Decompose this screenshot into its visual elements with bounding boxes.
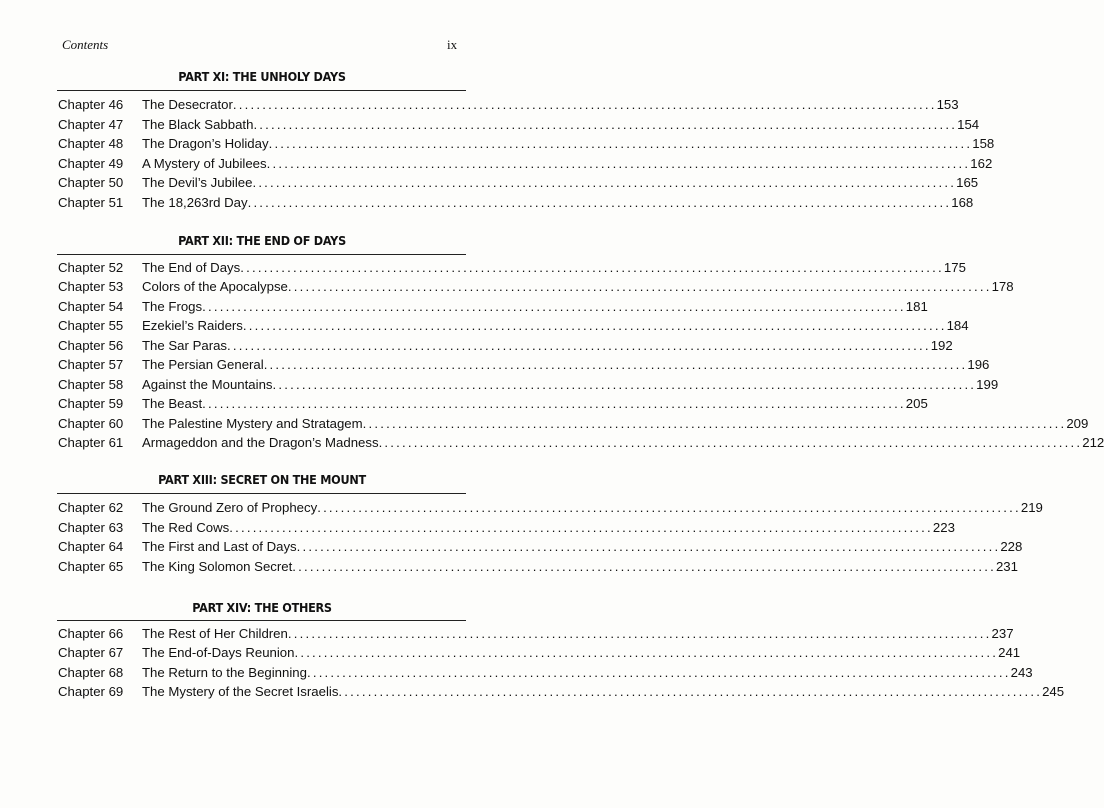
toc-entry [58, 193, 974, 212]
page-number: 241 [998, 645, 1021, 661]
chapter-number: Chapter 49 [58, 155, 124, 171]
chapter-title-line [142, 414, 1089, 433]
chapter-title-line [142, 498, 1043, 517]
part-divider [57, 620, 466, 621]
dot-leader: ........................................................................................................................ [272, 376, 977, 392]
chapter-title: The King Solomon Secret [142, 558, 293, 574]
chapter-title-line [142, 173, 979, 192]
toc-entry [58, 537, 1023, 556]
dot-leader: ........................................................................................................................ [266, 155, 971, 171]
toc-entry [58, 682, 1065, 701]
chapter-number: Chapter 63 [58, 519, 124, 535]
chapter-title-line [142, 115, 980, 134]
chapter-title: The Beast [142, 396, 203, 412]
dot-leader: ........................................................................................................................ [202, 298, 906, 314]
page-number: 199 [976, 376, 999, 392]
chapter-number: Chapter 65 [58, 558, 124, 574]
toc-entry [58, 663, 1033, 682]
page-number: 192 [930, 337, 953, 353]
chapter-title: The First and Last of Days [142, 539, 297, 554]
chapter-title-line [142, 355, 990, 374]
chapter-number: Chapter 61 [58, 435, 124, 451]
toc-entry [58, 316, 969, 335]
chapter-title-line [142, 316, 969, 335]
toc-entry [58, 433, 1104, 452]
dot-leader: ........................................................................................................................ [378, 435, 1083, 451]
chapter-title-line [142, 518, 955, 537]
page-number: 181 [905, 298, 928, 314]
dot-leader: ........................................................................................................................ [292, 558, 996, 574]
page-number: 184 [946, 318, 969, 334]
chapter-title-line [142, 154, 993, 173]
part-title: PART XI: THE UNHOLY DAYS [178, 69, 346, 84]
chapter-number: Chapter 47 [58, 116, 124, 132]
chapter-title-line [142, 258, 966, 277]
chapter-title: The Persian General [142, 357, 264, 373]
chapter-title: The Return to the Beginning [142, 664, 307, 680]
dot-leader: ........................................................................................................................ [306, 664, 1011, 680]
chapter-title: The End of Days [142, 260, 241, 275]
part-title: PART XII: THE END OF DAYS [178, 233, 346, 248]
page-number: 205 [905, 396, 928, 412]
chapter-title-line [142, 643, 1021, 662]
chapter-title-line [142, 624, 1014, 643]
dot-leader: ........................................................................................................................ [229, 519, 933, 535]
chapter-title-line [142, 433, 1104, 452]
chapter-title: The 18,263rd Day [142, 194, 248, 210]
chapter-title: Ezekiel’s Raiders [142, 318, 243, 334]
dot-leader: ........................................................................................................................ [268, 136, 973, 151]
part-divider [57, 254, 466, 255]
chapter-title-line [142, 336, 953, 355]
toc-entry [58, 258, 966, 277]
chapter-title-line [142, 134, 995, 153]
chapter-title: Armageddon and the Dragon’s Madness [142, 435, 379, 451]
chapter-number: Chapter 51 [58, 194, 124, 210]
part-title: PART XIV: THE OTHERS [192, 600, 332, 615]
toc-entry [58, 414, 1089, 433]
toc-entry [58, 173, 979, 192]
dot-leader: ........................................................................................................................ [202, 396, 906, 412]
chapter-number: Chapter 53 [58, 279, 124, 295]
page-number: 196 [967, 357, 990, 373]
toc-entry [58, 498, 1043, 517]
page-number: 168 [951, 194, 974, 210]
chapter-number: Chapter 57 [58, 357, 124, 373]
toc-entry [58, 115, 980, 134]
part-divider [57, 493, 466, 494]
page-number: 162 [970, 155, 993, 171]
dot-leader: ........................................................................................................................ [252, 175, 957, 190]
toc-entry [58, 277, 1014, 296]
toc-entry [58, 95, 959, 114]
dot-leader: ........................................................................................................................ [263, 357, 968, 373]
chapter-number: Chapter 52 [58, 260, 124, 275]
toc-entry [58, 557, 1018, 576]
chapter-title-line [142, 193, 974, 212]
chapter-title-line [142, 297, 928, 316]
page-number: 237 [991, 626, 1014, 641]
dot-leader: ........................................................................................................................ [338, 683, 1043, 699]
toc-entry [58, 518, 955, 537]
chapter-title: The Desecrator [142, 97, 233, 112]
dot-leader: ........................................................................................................................ [287, 626, 992, 641]
chapter-number: Chapter 59 [58, 396, 124, 412]
chapter-number: Chapter 50 [58, 175, 124, 190]
chapter-number: Chapter 60 [58, 415, 124, 431]
page-number: 228 [1000, 539, 1023, 554]
page-number: 209 [1066, 415, 1089, 431]
chapter-title-line [142, 663, 1033, 682]
part-divider [57, 90, 466, 91]
toc-entry [58, 375, 999, 394]
page-number: 223 [932, 519, 955, 535]
page-number: 175 [943, 260, 966, 275]
chapter-title-line [142, 375, 999, 394]
chapter-title: Colors of the Apocalypse [142, 279, 288, 295]
chapter-title: The Mystery of the Secret Israelis [142, 683, 339, 699]
chapter-number: Chapter 58 [58, 376, 124, 392]
chapter-title: The Devil’s Jubilee [142, 175, 253, 190]
chapter-title: The End-of-Days Reunion [142, 645, 295, 661]
page-number: 158 [972, 136, 995, 151]
chapter-title: A Mystery of Jubilees [142, 155, 267, 171]
chapter-number: Chapter 67 [58, 645, 124, 661]
page-number: 165 [956, 175, 979, 190]
chapter-title: The Palestine Mystery and Stratagem [142, 415, 363, 431]
chapter-number: Chapter 56 [58, 337, 124, 353]
dot-leader: ........................................................................................................................ [247, 194, 952, 210]
dot-leader: ........................................................................................................................ [227, 337, 931, 353]
chapter-title-line [142, 682, 1065, 701]
chapter-title-line [142, 557, 1018, 576]
toc-entry [58, 624, 1014, 643]
chapter-title: The Black Sabbath [142, 116, 254, 132]
page-number: 178 [991, 279, 1014, 295]
dot-leader: ........................................................................................................................ [362, 415, 1067, 431]
chapter-number: Chapter 64 [58, 539, 124, 554]
chapter-number: Chapter 54 [58, 298, 124, 314]
chapter-title-line [142, 537, 1023, 556]
chapter-title: The Frogs [142, 298, 203, 314]
page-number: 243 [1010, 664, 1033, 680]
toc-entry [58, 355, 990, 374]
dot-leader: ........................................................................................................................ [287, 279, 992, 295]
toc-entry [58, 154, 993, 173]
chapter-title-line [142, 95, 959, 114]
chapter-title: The Dragon’s Holiday [142, 136, 269, 151]
page-number: 153 [936, 97, 959, 112]
toc-entry [58, 336, 953, 355]
chapter-title: Against the Mountains [142, 376, 273, 392]
chapter-title-line [142, 394, 928, 413]
dot-leader: ........................................................................................................................ [294, 645, 999, 661]
chapter-title: The Ground Zero of Prophecy [142, 500, 318, 515]
chapter-title: The Red Cows [142, 519, 230, 535]
page-number: 154 [957, 116, 980, 132]
dot-leader: ........................................................................................................................ [296, 539, 1001, 554]
chapter-number: Chapter 55 [58, 318, 124, 334]
dot-leader: ........................................................................................................................ [240, 260, 944, 275]
chapter-number: Chapter 46 [58, 97, 124, 112]
dot-leader: ........................................................................................................................ [317, 500, 1021, 515]
dot-leader: ........................................................................................................................ [253, 116, 958, 132]
part-title: PART XIII: SECRET ON THE MOUNT [158, 472, 366, 487]
chapter-number: Chapter 62 [58, 500, 124, 515]
chapter-title-line [142, 277, 1014, 296]
toc-entry [58, 394, 928, 413]
running-header-section: Contents [62, 37, 109, 52]
page-number: 212 [1082, 435, 1104, 451]
chapter-number: Chapter 68 [58, 664, 124, 680]
toc-entry [58, 643, 1021, 662]
page-number: 231 [995, 558, 1018, 574]
running-header-page-number: ix [447, 37, 458, 52]
dot-leader: ........................................................................................................................ [242, 318, 947, 334]
chapter-title: The Rest of Her Children [142, 626, 288, 641]
toc-entry [58, 134, 995, 153]
page-number: 219 [1020, 500, 1043, 515]
chapter-number: Chapter 48 [58, 136, 124, 151]
page-number: 245 [1042, 683, 1065, 699]
chapter-title: The Sar Paras [142, 337, 228, 353]
toc-entry [58, 297, 928, 316]
dot-leader: ........................................................................................................................ [232, 97, 937, 112]
chapter-number: Chapter 69 [58, 683, 124, 699]
chapter-number: Chapter 66 [58, 626, 124, 641]
